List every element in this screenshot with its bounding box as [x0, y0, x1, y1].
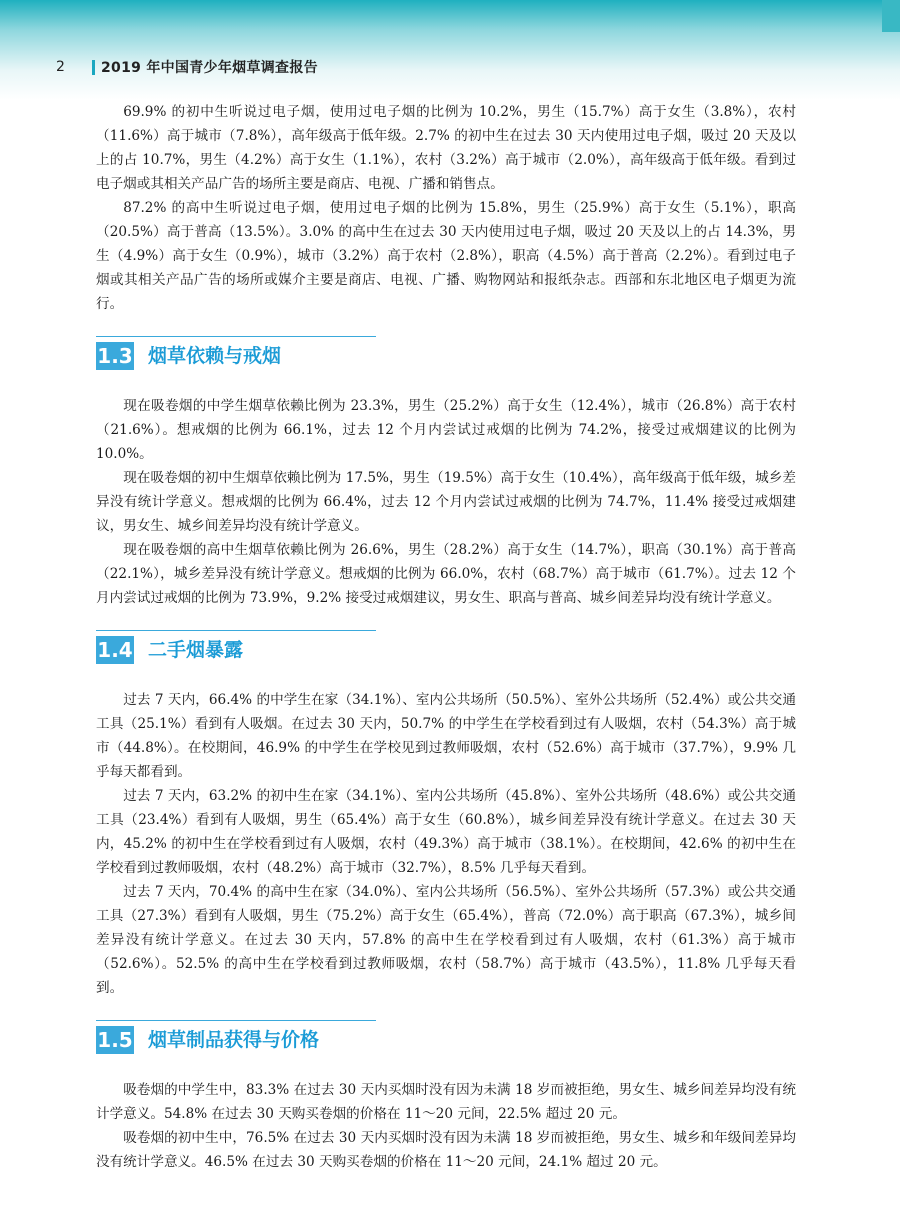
section-rule: [96, 336, 376, 337]
paragraph: 现在吸卷烟的高中生烟草依赖比例为 26.6%，男生（28.2%）高于女生（14.7%），职高（30.1%）高于普高（22.1%），城乡差异没有统计学意义。想戒烟的比例为 66.0%，农村（68.7%）高于城市（61.7%）。过去 12 个月内尝试过戒烟的比例为 73.9%，9.2% 接受过戒烟建议，男女生、职高与普高、城乡间差异均没有统计学意义。: [96, 542, 796, 606]
paragraph: 过去 7 天内，70.4% 的高中生在家（34.0%）、室内公共场所（56.5%）、室外公共场所（57.3%）或公共交通工具（27.3%）看到有人吸烟，男生（75.2%）高于女生（65.4%），普高（72.0%）高于职高（67.3%），城乡间差异没有统计学意义。在过去 30 天内，57.8% 的高中生在学校看到过有人吸烟，农村（61.3%）高于城市（52.6%）。52.5% 的高中生在学校看到过教师吸烟，农村（58.7%）高于城市（43.5%），11.8% 几乎每天看到。: [96, 884, 796, 996]
paragraph: 过去 7 天内，63.2% 的初中生在家（34.1%）、室内公共场所（45.8%）、室外公共场所（48.6%）或公共交通工具（23.4%）看到有人吸烟，男生（65.4%）高于女生（60.8%），城乡间差异没有统计学意义。在过去 30 天内，45.2% 的初中生在学校看到过有人吸烟，农村（49.3%）高于城市（38.1%）。在校期间，42.6% 的初中生在学校看到过教师吸烟，农村（48.2%）高于城市（32.7%），8.5% 几乎每天看到。: [96, 788, 796, 876]
paragraph: 69.9% 的初中生听说过电子烟，使用过电子烟的比例为 10.2%，男生（15.7%）高于女生（3.8%），农村（11.6%）高于城市（7.8%），高年级高于低年级。2.7% 的初中生在过去 30 天内使用过电子烟，吸过 20 天及以上的占 10.7%，男生（4.2%）高于女生（1.1%），农村（3.2%）高于城市（2.0%），高年级高于低年级。看到过电子烟或其相关产品广告的场所主要是商店、电视、广播和销售点。: [96, 104, 796, 192]
section-number: 1.5: [97, 1028, 133, 1052]
section-heading-1-4: [96, 630, 796, 670]
paragraph: 吸卷烟的中学生中，83.3% 在过去 30 天内买烟时没有因为未满 18 岁而被拒绝，男女生、城乡间差异均没有统计学意义。54.8% 在过去 30 天购买卷烟的价格在 11～20 元间，22.5% 超过 20 元。: [96, 1082, 796, 1122]
paragraph: 87.2% 的高中生听说过电子烟，使用过电子烟的比例为 15.8%，男生（25.9%）高于女生（5.1%），职高（20.5%）高于普高（13.5%）。3.0% 的高中生在过去 30 天内使用过电子烟，吸过 20 天及以上的占 14.3%，男生（4.9%）高于女生（0.9%），城市（3.2%）高于农村（2.8%），职高（4.5%）高于普高（2.2%）。看到过电子烟或其相关产品广告的场所或媒介主要是商店、电视、广播、购物网站和报纸杂志。西部和东北地区电子烟更为流行。: [96, 200, 796, 312]
corner-tab: [882, 0, 900, 32]
paragraph: 现在吸卷烟的初中生烟草依赖比例为 17.5%，男生（19.5%）高于女生（10.4%），高年级高于低年级，城乡差异没有统计学意义。想戒烟的比例为 66.4%，过去 12 个月内尝试过戒烟的比例为 74.7%，11.4% 接受过戒烟建议，男女生、城乡间差异均没有统计学意义。: [96, 470, 796, 534]
page-header: [56, 57, 318, 77]
paragraph: 过去 7 天内，66.4% 的中学生在家（34.1%）、室内公共场所（50.5%）、室外公共场所（52.4%）或公共交通工具（25.1%）看到有人吸烟。在过去 30 天内，50.7% 的中学生在学校看到过有人吸烟，农村（54.3%）高于城市（44.8%）。在校期间，46.9% 的中学生在学校见到过教师吸烟，农村（52.6%）高于城市（37.7%），9.9% 几乎每天都看到。: [96, 692, 796, 780]
section-rule: [96, 630, 376, 631]
report-title: 2019 年中国青少年烟草调查报告: [101, 60, 318, 76]
page-number: 2: [56, 59, 65, 75]
section-title: 烟草依赖与戒烟: [148, 345, 282, 367]
section-number: 1.3: [97, 344, 133, 368]
header-band: [0, 0, 900, 100]
page-body: [96, 100, 796, 1174]
header-accent-bar: [92, 60, 95, 75]
section-heading-1-5: [96, 1020, 796, 1060]
section-title: 二手烟暴露: [148, 639, 244, 661]
section-title: 烟草制品获得与价格: [148, 1029, 320, 1051]
section-number: 1.4: [97, 638, 133, 662]
paragraph: 吸卷烟的初中生中，76.5% 在过去 30 天内买烟时没有因为未满 18 岁而被拒绝，男女生、城乡和年级间差异均没有统计学意义。46.5% 在过去 30 天购买卷烟的价格在 11～20 元间，24.1% 超过 20 元。: [96, 1130, 796, 1170]
section-heading-1-3: [96, 336, 796, 376]
section-rule: [96, 1020, 376, 1021]
paragraph: 现在吸卷烟的中学生烟草依赖比例为 23.3%，男生（25.2%）高于女生（12.4%），城市（26.8%）高于农村（21.6%）。想戒烟的比例为 66.1%，过去 12 个月内尝试过戒烟的比例为 74.2%，接受过戒烟建议的比例为 10.0%。: [96, 398, 796, 462]
